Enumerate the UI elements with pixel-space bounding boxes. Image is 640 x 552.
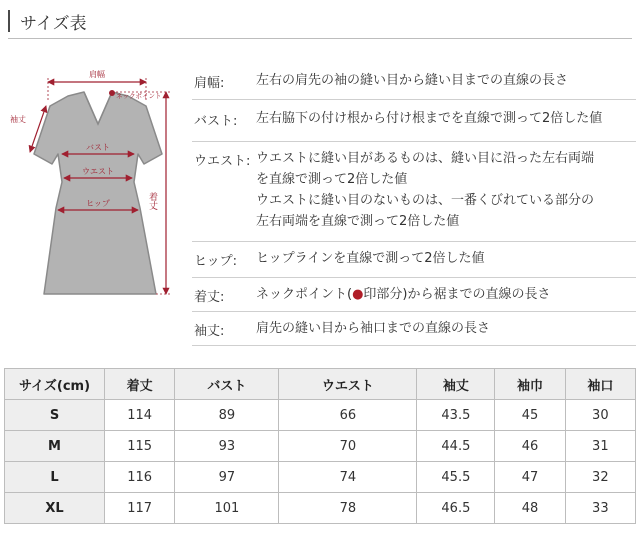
garment-diagram xyxy=(6,62,190,324)
table-cell: 48 xyxy=(495,493,565,524)
table-cell: 45 xyxy=(495,400,565,431)
label-waist: ウエスト xyxy=(82,167,114,176)
column-header: 袖巾 xyxy=(495,369,565,400)
definition-text: ヒップラインを直線で測って2倍した値 xyxy=(256,251,485,266)
table-cell: 43.5 xyxy=(417,400,495,431)
label-length: 着丈 xyxy=(147,192,157,210)
table-cell: 89 xyxy=(175,400,279,431)
table-cell: 44.5 xyxy=(417,431,495,462)
table-cell: 30 xyxy=(565,400,635,431)
table-cell: 114 xyxy=(105,400,175,431)
table-row xyxy=(5,462,636,493)
table-cell: 31 xyxy=(565,431,635,462)
label-sleeve: 袖丈 xyxy=(10,115,26,124)
page-title: サイズ表 xyxy=(20,14,87,34)
table-row xyxy=(5,431,636,462)
definition-label: バスト: xyxy=(194,114,238,129)
definition-text: を直線で測って2倍した値 xyxy=(256,172,408,187)
definition-row-bust xyxy=(192,100,636,142)
column-header: 袖丈 xyxy=(417,369,495,400)
row-size-label: L xyxy=(5,462,105,493)
table-cell: 97 xyxy=(175,462,279,493)
title-divider xyxy=(8,38,632,39)
row-size-label: XL xyxy=(5,493,105,524)
definition-text: ウエストに縫い目があるものは、縫い目に沿った左右両端 xyxy=(256,151,595,166)
table-cell: 70 xyxy=(279,431,417,462)
row-size-label: M xyxy=(5,431,105,462)
definition-label: ヒップ: xyxy=(194,254,237,269)
definition-text: 肩先の縫い目から袖口までの直線の長さ xyxy=(256,321,491,336)
dress-illustration xyxy=(6,62,190,324)
size-table xyxy=(4,368,636,524)
label-bust: バスト xyxy=(86,143,110,152)
label-hip: ヒップ xyxy=(86,199,110,208)
column-header: サイズ(cm) xyxy=(5,369,105,400)
definition-label: 肩幅: xyxy=(194,76,225,91)
neck-point-marker xyxy=(109,90,115,96)
column-header: バスト xyxy=(175,369,279,400)
table-cell: 116 xyxy=(105,462,175,493)
section-header xyxy=(8,6,632,36)
definition-label: 着丈: xyxy=(194,290,225,305)
definition-label: ウエスト: xyxy=(194,154,251,169)
column-header: 着丈 xyxy=(105,369,175,400)
table-cell: 47 xyxy=(495,462,565,493)
table-cell: 46 xyxy=(495,431,565,462)
table-cell: 115 xyxy=(105,431,175,462)
table-cell: 32 xyxy=(565,462,635,493)
label-neck-point: ネックポイント xyxy=(116,92,162,100)
table-cell: 78 xyxy=(279,493,417,524)
title-accent-bar xyxy=(8,10,10,32)
table-cell: 117 xyxy=(105,493,175,524)
table-row xyxy=(5,493,636,524)
definition-text: 左右両端を直線で測って2倍した値 xyxy=(256,214,460,229)
definition-text: ネックポイント(●印部分)から裾までの直線の長さ xyxy=(256,287,551,302)
table-cell: 33 xyxy=(565,493,635,524)
table-row xyxy=(5,400,636,431)
column-header: 袖口 xyxy=(565,369,635,400)
definition-row-hip xyxy=(192,242,636,278)
table-cell: 101 xyxy=(175,493,279,524)
table-cell: 74 xyxy=(279,462,417,493)
table-cell: 93 xyxy=(175,431,279,462)
definition-text: 左右脇下の付け根から付け根までを直線で測って2倍した値 xyxy=(256,111,603,126)
definition-label: 袖丈: xyxy=(194,324,225,339)
definition-row-shoulder xyxy=(192,66,636,100)
table-cell: 46.5 xyxy=(417,493,495,524)
definition-text: 左右の肩先の袖の縫い目から縫い目までの直線の長さ xyxy=(256,73,569,88)
neck-point-dot-icon: ● xyxy=(352,287,364,302)
definition-row-waist xyxy=(192,142,636,242)
column-header: ウエスト xyxy=(279,369,417,400)
table-cell: 66 xyxy=(279,400,417,431)
table-header-row xyxy=(5,369,636,400)
definition-row-length xyxy=(192,278,636,312)
table-cell: 45.5 xyxy=(417,462,495,493)
row-size-label: S xyxy=(5,400,105,431)
definition-text: ウエストに縫い目のないものは、一番くびれている部分の xyxy=(256,193,595,208)
definition-row-sleeve xyxy=(192,312,636,346)
label-shoulder: 肩幅 xyxy=(89,70,105,79)
